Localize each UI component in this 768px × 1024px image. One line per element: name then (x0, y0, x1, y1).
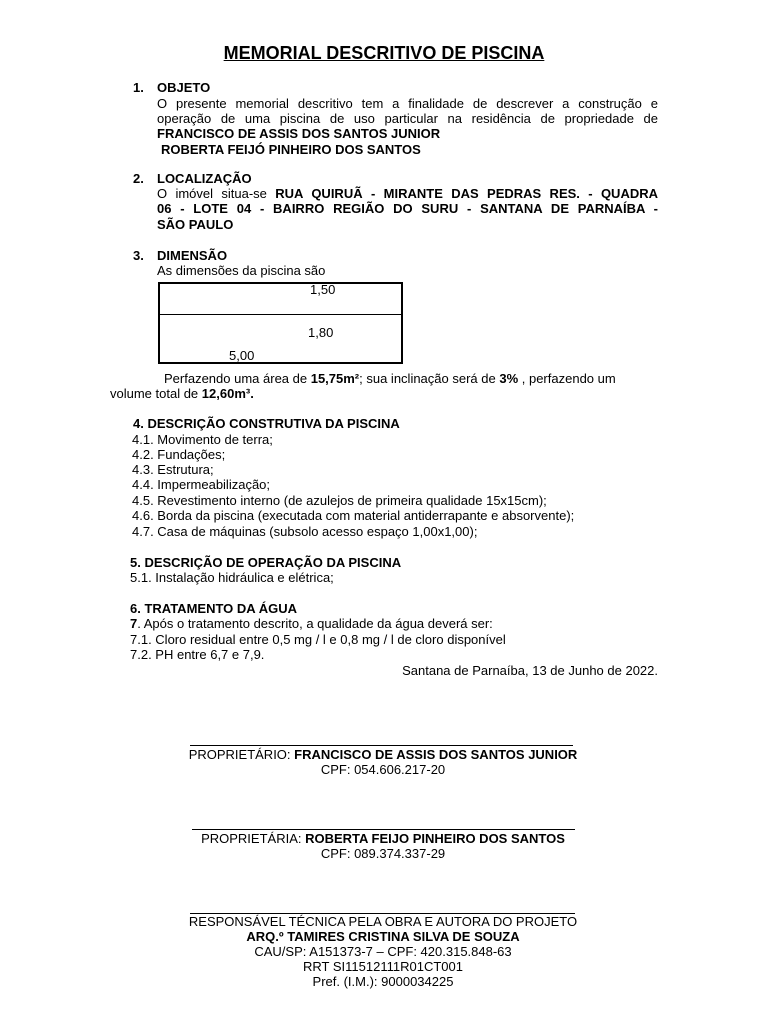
length-label: 5,00 (229, 348, 255, 363)
list-item: 4.5. Revestimento interno (de azulejos de primeira qualidade 15x15cm); (132, 493, 547, 508)
section-1-heading: OBJETO (157, 80, 211, 95)
signature-3-pref: Pref. (I.M.): 9000034225 (312, 974, 454, 989)
signature-line (192, 829, 575, 830)
signature-3-role: RESPONSÁVEL TÉCNICA PELA OBRA E AUTORA DO PROJETO (188, 914, 578, 929)
slope-value: 3% (499, 371, 519, 386)
address-line-1 (157, 186, 658, 202)
water-quality-intro (130, 616, 493, 632)
section-2-heading: LOCALIZAÇÃO (157, 171, 252, 186)
area-value: 15,75m² (310, 371, 360, 386)
section-3-number: 3. (133, 248, 144, 263)
depth-label-deep: 1,80 (308, 325, 334, 340)
section-1-line-1: O presente memorial descritivo tem a finalidade de descrever a construção e (157, 96, 658, 111)
signature-3-cau: CAU/SP: A151373-7 – CPF: 420.315.848-63 (254, 944, 512, 959)
section-5-heading: 5. DESCRIÇÃO DE OPERAÇÃO DA PISCINA (130, 555, 402, 570)
list-item: 7.1. Cloro residual entre 0,5 mg / l e 0,8 mg / l de cloro disponível (130, 632, 506, 647)
area-sentence (164, 371, 616, 387)
section-1-number: 1. (133, 80, 144, 95)
place-and-date: Santana de Parnaíba, 13 de Junho de 2022. (402, 663, 658, 678)
address-line-3: SÃO PAULO (157, 217, 234, 232)
section-6-heading: 6. TRATAMENTO DA ÁGUA (130, 601, 298, 616)
section-4-heading: 4. DESCRIÇÃO CONSTRUTIVA DA PISCINA (133, 416, 400, 431)
document-title: MEMORIAL DESCRITIVO DE PISCINA (223, 43, 545, 63)
signature-2-label (130, 831, 636, 847)
address-prefix: O imóvel situa-se (157, 186, 276, 201)
owner-name-2: ROBERTA FEIJÓ PINHEIRO DOS SANTOS (161, 142, 421, 157)
signature-1-label (130, 747, 636, 763)
volume-text: volume total de (110, 386, 202, 401)
diagram-divider-line (160, 314, 401, 315)
list-item: 4.4. Impermeabilização; (132, 477, 271, 492)
section-3-heading: DIMENSÃO (157, 248, 228, 263)
owner-name-1: FRANCISCO DE ASSIS DOS SANTOS JUNIOR (157, 126, 441, 141)
list-item: 4.7. Casa de máquinas (subsolo acesso espaço 1,00x1,00); (132, 524, 478, 539)
section-1-line-2: operação de uma piscina de uso particular na residência de propriedade de (157, 111, 658, 126)
list-item: 4.2. Fundações; (132, 447, 226, 462)
volume-sentence (110, 386, 254, 402)
section-2-number: 2. (133, 171, 144, 186)
signature-line (190, 745, 573, 746)
area-text-3: , perfazendo um (518, 371, 616, 386)
area-text-2: ; sua inclinação será de (359, 371, 500, 386)
signature-3-rrt: RRT SI11512111R01CT001 (303, 959, 463, 974)
signature-3-name: ARQ.º TAMIRES CRISTINA SILVA DE SOUZA (246, 929, 520, 944)
list-item: 4.6. Borda da piscina (executada com material antiderrapante e absorvente); (132, 508, 575, 523)
dimension-intro: As dimensões da piscina são (157, 263, 326, 278)
signature-2-name: ROBERTA FEIJO PINHEIRO DOS SANTOS (305, 831, 565, 846)
depth-label-shallow: 1,50 (310, 282, 336, 297)
address-street: RUA QUIRUÃ - MIRANTE DAS PEDRAS RES. - QUADRA (275, 186, 658, 201)
item-7-number: 7 (130, 616, 138, 631)
signature-1-role: PROPRIETÁRIO: (188, 747, 295, 762)
signature-1-cpf: CPF: 054.606.217-20 (320, 762, 446, 777)
list-item: 5.1. Instalação hidráulica e elétrica; (130, 570, 334, 585)
list-item: 4.3. Estrutura; (132, 462, 214, 477)
list-item: 4.1. Movimento de terra; (132, 432, 273, 447)
volume-period: . (250, 386, 254, 401)
pool-dimension-diagram (158, 282, 403, 364)
signature-1-name: FRANCISCO DE ASSIS DOS SANTOS JUNIOR (294, 747, 578, 762)
signature-2-cpf: CPF: 089.374.337-29 (320, 846, 446, 861)
item-7-text: . Após o tratamento descrito, a qualidade da água deverá ser: (137, 616, 493, 631)
volume-value: 12,60m³ (201, 386, 251, 401)
area-text-1: Perfazendo uma área de (164, 371, 311, 386)
signature-2-role: PROPRIETÁRIA: (201, 831, 306, 846)
address-line-2: 06 - LOTE 04 - BAIRRO REGIÃO DO SURU - SANTANA DE PARNAÍBA - (157, 201, 658, 216)
list-item: 7.2. PH entre 6,7 e 7,9. (130, 647, 265, 662)
